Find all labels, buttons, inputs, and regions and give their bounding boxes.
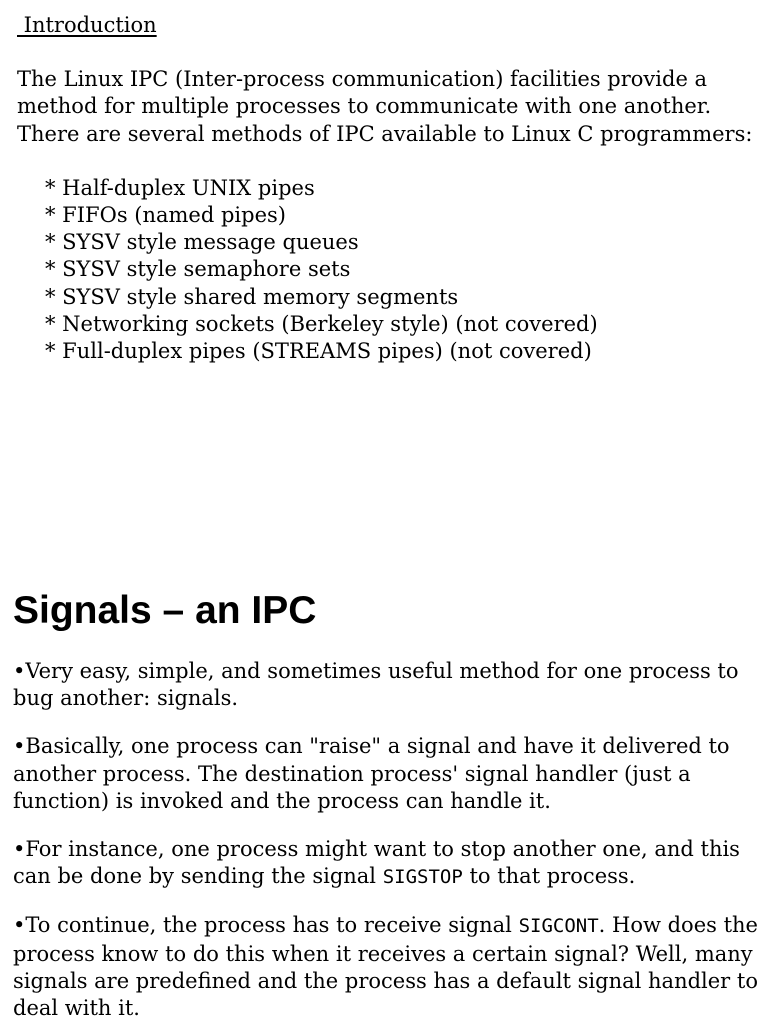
intro-heading: Introduction	[17, 13, 157, 37]
bullet-text: . How does the process know to do this when it receives a certain signal? Well, many signals are predefined and the process has a default signal handler to deal with it.	[13, 913, 758, 1021]
bullet-paragraph: •Basically, one process can "raise" a signal and have it delivered to another process. The destination process' signal handler (just a function) is invoked and the process can handle it.	[13, 734, 730, 813]
bullet-paragraph: •Very easy, simple, and sometimes useful method for one process to bug another: signals.	[13, 659, 739, 711]
signals-slide	[13, 586, 763, 1024]
list-item: * SYSV style shared memory segments	[45, 284, 459, 309]
list-item: * SYSV style message queues	[45, 230, 359, 255]
sigcont-code: SIGCONT	[518, 915, 599, 938]
intro-section	[17, 12, 757, 365]
list-item: * SYSV style semaphore sets	[45, 257, 351, 282]
ipc-methods-list	[17, 175, 757, 365]
bullet-text: to that process.	[462, 864, 636, 889]
bullet-paragraph	[13, 836, 763, 891]
bullet-paragraph	[13, 912, 763, 1022]
list-item: * Half-duplex UNIX pipes	[45, 175, 315, 200]
list-item: * Full-duplex pipes (STREAMS pipes) (not covered)	[45, 339, 592, 364]
list-item: * Networking sockets (Berkeley style) (not covered)	[45, 311, 598, 336]
intro-paragraph: The Linux IPC (Inter-process communication) facilities provide a method for multiple processes to communicate with one another. There are several methods of IPC available to Linux C programmers:	[17, 67, 753, 146]
bullet-text: •For instance, one process might want to stop another one, and this can be done by sending the signal	[13, 837, 740, 889]
sigstop-code: SIGSTOP	[382, 866, 463, 889]
list-item: * FIFOs (named pipes)	[45, 203, 286, 228]
bullet-text: •To continue, the process has to receive signal	[13, 913, 519, 938]
slide-title: Signals – an IPC	[13, 589, 317, 632]
